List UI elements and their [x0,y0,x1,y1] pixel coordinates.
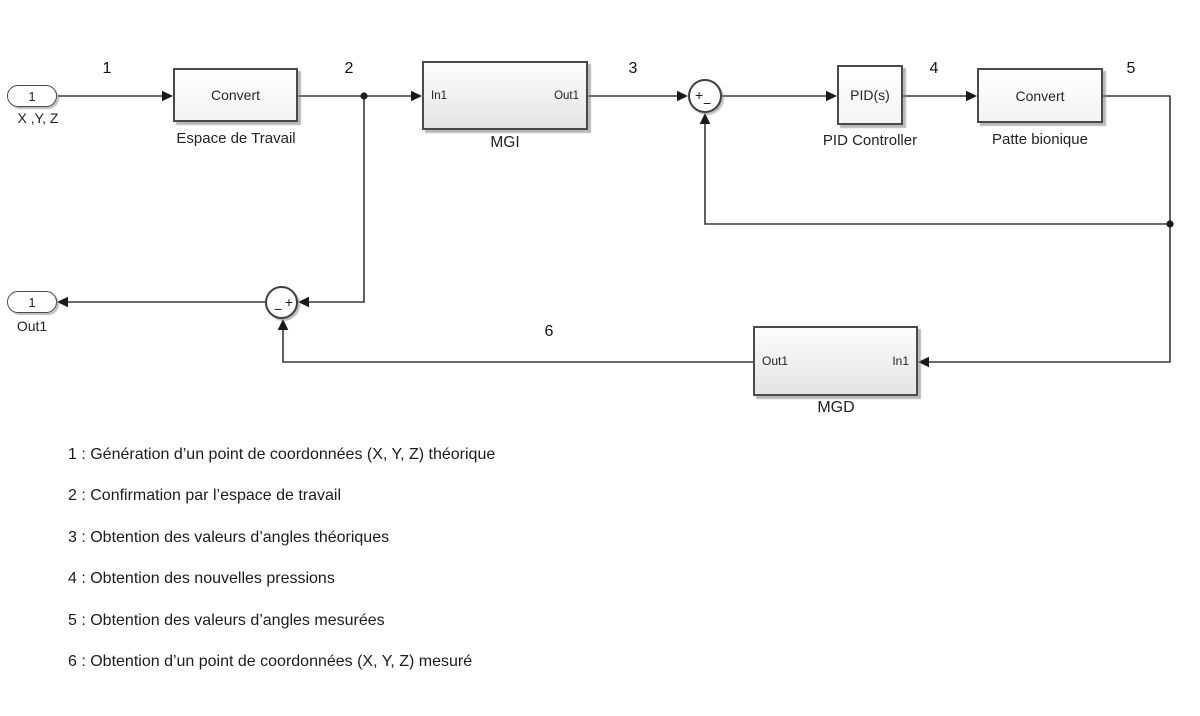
arrowhead-into-sum1-bottom [700,113,711,124]
arrowhead-into-sum2-right [298,297,309,308]
output-port-number: 1 [28,294,36,310]
branch-dot-signal2 [360,92,367,99]
block-espace-de-travail[interactable] [173,68,298,122]
wire-branch-to-sum2 [308,96,364,302]
legend-item-6: 6 : Obtention d’un point de coordonnées (X, Y, Z) mesuré [68,653,473,670]
input-port-number: 1 [28,88,36,104]
signal-number-6: 6 [544,323,554,340]
block-mgd[interactable] [753,326,918,396]
mgd-out1-port: Out1 [762,354,789,368]
legend-item-5: 5 : Obtention des valeurs d’angles mesurées [68,612,385,629]
signal-number-5: 5 [1126,60,1136,77]
input-port-label: X ,Y, Z [17,110,59,126]
legend-item-4: 4 : Obtention des nouvelles pressions [68,570,335,587]
arrowhead-into-output-port [57,297,68,308]
block-patte-caption: Patte bionique [992,131,1088,148]
mgi-in1-port: In1 [431,89,447,102]
arrowhead-into-sum1-left [677,91,688,102]
arrowhead-into-sum2-bottom [278,319,289,330]
block-mgd-caption: MGD [817,399,855,416]
sum2-plus-sign: + [284,294,293,310]
arrowhead-into-mgi [411,91,422,102]
sum-junction-2[interactable] [265,286,298,319]
branch-dot-signal5 [1166,220,1173,227]
signal-number-4: 4 [929,60,939,77]
block-patte-text: Convert [1015,87,1065,104]
sum1-plus-sign: + [695,87,704,103]
wire-mgd-to-sum2 [283,327,753,362]
block-espace-text: Convert [210,87,261,103]
arrowhead-into-espace [162,91,173,102]
output-port-label: Out1 [16,318,48,334]
block-espace-caption: Espace de Travail [176,130,296,147]
legend-item-3: 3 : Obtention des valeurs d’angles théoriques [68,529,390,546]
block-mgi-caption: MGI [490,134,520,151]
sum-junction-1[interactable] [688,79,722,113]
block-pid-controller[interactable] [837,65,903,125]
arrowhead-into-patte [966,91,977,102]
signal-number-2: 2 [344,60,354,77]
input-port[interactable] [7,85,57,107]
block-mgi[interactable] [422,61,588,130]
sum1-minus-sign: − [703,95,712,111]
signal-number-1: 1 [102,60,112,77]
block-pid-text: PID(s) [850,87,890,103]
legend-item-2: 2 : Confirmation par l’espace de travail [68,487,342,504]
arrowhead-into-mgd [918,357,929,368]
signal-number-3: 3 [628,60,638,77]
block-pid-caption: PID Controller [822,132,918,149]
mgd-in1-port: In1 [892,354,909,368]
output-port[interactable] [7,291,57,313]
arrowhead-into-pid [826,91,837,102]
legend-item-1: 1 : Génération d’un point de coordonnées (X, Y, Z) théorique [68,446,496,463]
sum2-minus-sign: − [274,301,283,317]
mgi-out1-port: Out1 [554,89,579,102]
block-patte-bionique[interactable] [977,68,1103,123]
